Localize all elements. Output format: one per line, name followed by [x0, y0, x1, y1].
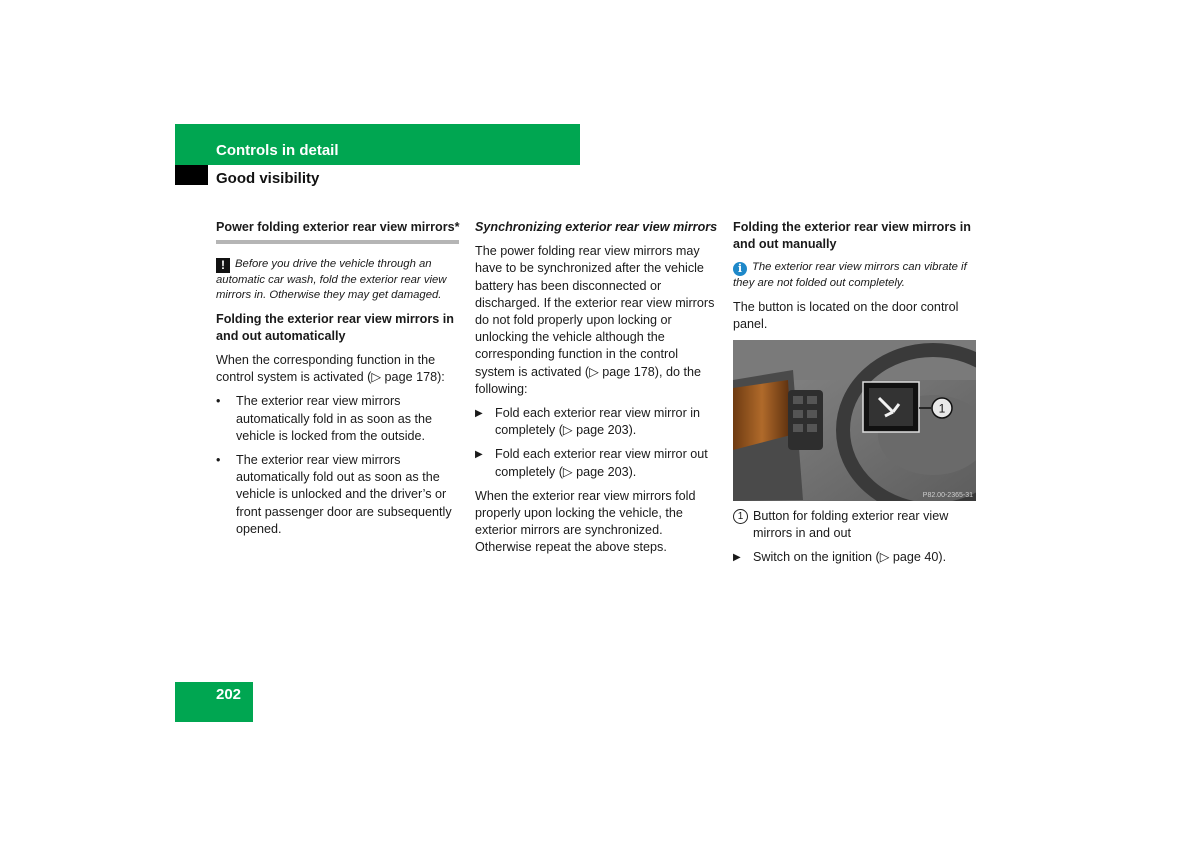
step-arrow-icon: ▶	[733, 552, 741, 564]
heading-power-folding: Power folding exterior rear view mirrors*	[216, 220, 460, 234]
bullet-icon: •	[216, 453, 221, 468]
auto-folding-intro: When the corresponding function in the control system is activated (▷ page 178):	[216, 353, 445, 385]
list-item	[216, 452, 460, 538]
list-item-text: Switch on the ignition (▷ page 40).	[753, 550, 947, 565]
list-item	[216, 393, 460, 445]
sync-outro: When the exterior rear view mirrors fold properly upon locking the vehicle, the exterior mirrors are synchronized. Otherwise repeat the above steps.	[475, 488, 696, 555]
step-arrow-icon: ▶	[475, 449, 483, 461]
list-item	[733, 549, 977, 566]
warning-note	[216, 257, 460, 303]
door-panel-photo	[733, 340, 976, 501]
warning-text: Before you drive the vehicle through an automatic car wash, fold the exterior rear view mirrors in. Otherwise they may get damaged.	[216, 258, 447, 302]
photo-caption	[733, 508, 977, 542]
auto-folding-list	[216, 393, 460, 538]
list-item-text: The exterior rear view mirrors automatically fold in as soon as the vehicle is locked from the outside.	[236, 394, 433, 443]
list-item	[475, 405, 719, 439]
info-icon: i	[733, 262, 747, 276]
info-text: The exterior rear view mirrors can vibrate if they are not folded out completely.	[733, 261, 967, 290]
list-item-text: Fold each exterior rear view mirror out completely (▷ page 203).	[495, 447, 708, 479]
header-marker	[175, 165, 208, 185]
photo-code: P82.00-2365-31	[922, 492, 973, 500]
bullet-icon: •	[216, 394, 221, 409]
column-2	[475, 219, 719, 564]
heading-synchronizing: Synchronizing exterior rear view mirrors	[475, 220, 718, 234]
page-number-box	[175, 682, 253, 722]
step-arrow-icon: ▶	[475, 408, 483, 420]
subsection-title: Good visibility	[216, 170, 320, 187]
button-location: The button is located on the door control panel.	[733, 299, 959, 331]
info-note	[733, 260, 977, 291]
sync-steps	[475, 405, 719, 481]
list-item	[475, 446, 719, 480]
page-number: 202	[216, 686, 242, 703]
heading-rule	[216, 240, 459, 244]
list-item-text: Fold each exterior rear view mirror in completely (▷ page 203).	[495, 406, 701, 438]
heading-auto-folding: Folding the exterior rear view mirrors in and out automatically	[216, 311, 454, 343]
column-3	[733, 219, 977, 574]
callout-number: 1	[733, 509, 748, 524]
sync-intro: The power folding rear view mirrors may have to be synchronized after the vehicle battery has been disconnected or discharged. If the exterior rear view mirrors do not fold properly upon locking or unlocking the vehicle although the corresponding function in the control system is activated (▷ page 178), do the following:	[475, 244, 715, 396]
section-title: Controls in detail	[216, 142, 339, 159]
column-1	[216, 219, 460, 545]
heading-manual-folding: Folding the exterior rear view mirrors in and out manually	[733, 220, 971, 252]
photo-callout-label: 1	[938, 401, 946, 416]
manual-steps	[733, 549, 977, 566]
list-item-text: The exterior rear view mirrors automatically fold out as soon as the vehicle is unlocked and the driver’s or front passenger door are subsequently opened.	[236, 453, 452, 536]
caption-text: Button for folding exterior rear view mirrors in and out	[753, 509, 949, 541]
warning-icon: !	[216, 258, 230, 273]
